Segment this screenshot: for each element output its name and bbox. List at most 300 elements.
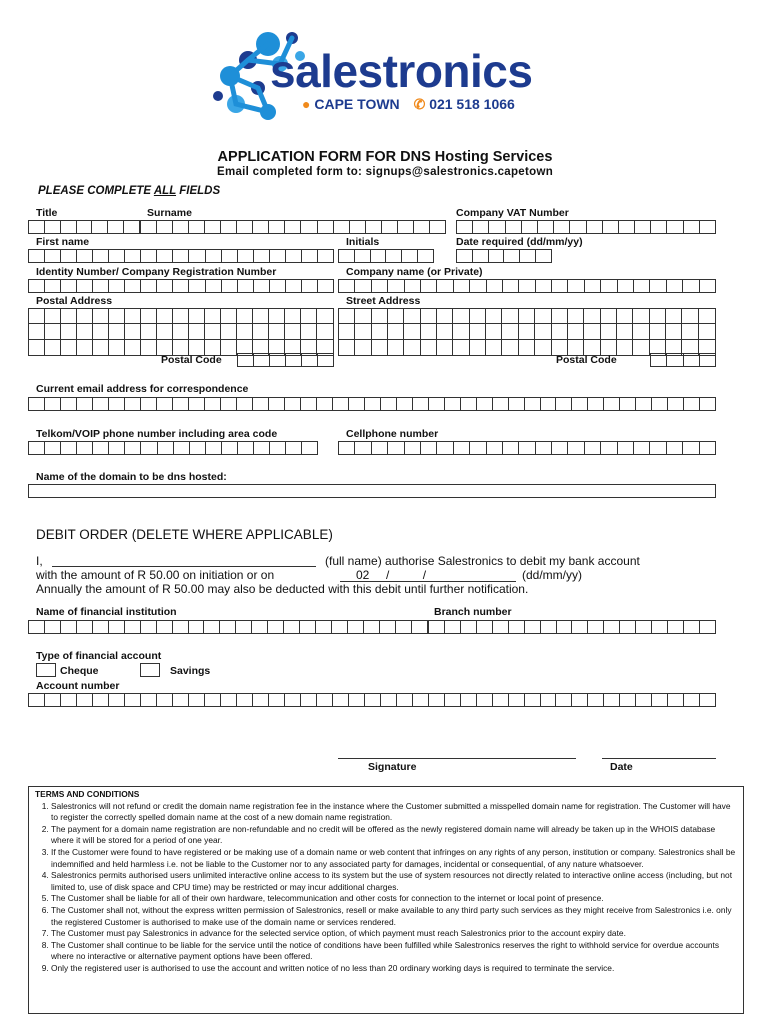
char-cell[interactable] [486,324,502,339]
char-cell[interactable] [301,694,317,706]
char-cell[interactable] [633,324,649,339]
char-cell[interactable] [461,398,477,410]
char-cell[interactable] [541,398,557,410]
char-cell[interactable] [206,442,222,454]
char-cell[interactable] [445,621,461,633]
char-cell[interactable] [206,280,222,292]
char-cell[interactable] [372,324,388,339]
char-cell[interactable] [437,309,453,324]
company-name-field[interactable] [338,279,716,293]
id-number-field[interactable] [28,279,334,293]
char-cell[interactable] [61,398,77,410]
char-cell[interactable] [372,442,388,454]
char-cell[interactable] [141,442,157,454]
char-cell[interactable] [270,442,286,454]
char-cell[interactable] [588,398,604,410]
char-cell[interactable] [301,309,317,324]
char-cell[interactable] [318,280,333,292]
char-cell[interactable] [413,694,429,706]
char-cell[interactable] [585,442,601,454]
char-cell[interactable] [269,398,285,410]
char-cell[interactable] [535,324,551,339]
char-cell[interactable] [284,621,300,633]
char-cell[interactable] [237,324,253,339]
char-cell[interactable] [29,398,45,410]
char-cell[interactable] [634,442,650,454]
char-cell[interactable] [355,340,371,355]
street-address-grid[interactable] [338,308,716,356]
char-cell[interactable] [125,694,141,706]
char-cell[interactable] [92,221,108,233]
char-cell[interactable] [237,694,253,706]
char-cell[interactable] [388,309,404,324]
char-cell[interactable] [397,398,413,410]
char-cell[interactable] [355,309,371,324]
char-cell[interactable] [173,340,189,355]
char-cell[interactable] [93,340,109,355]
char-cell[interactable] [45,442,61,454]
char-cell[interactable] [554,221,570,233]
branch-field[interactable] [428,620,716,634]
char-cell[interactable] [269,309,285,324]
char-cell[interactable] [604,621,620,633]
char-cell[interactable] [29,280,45,292]
char-cell[interactable] [339,250,355,262]
char-cell[interactable] [205,309,221,324]
char-cell[interactable] [552,324,568,339]
char-cell[interactable] [61,340,77,355]
char-cell[interactable] [77,340,93,355]
char-cell[interactable] [372,340,388,355]
char-cell[interactable] [509,621,525,633]
char-cell[interactable] [457,250,473,262]
char-cell[interactable] [125,280,141,292]
char-cell[interactable] [157,340,173,355]
char-cell[interactable] [355,442,371,454]
char-cell[interactable] [453,309,469,324]
char-cell[interactable] [684,621,700,633]
char-cell[interactable] [519,324,535,339]
char-cell[interactable] [158,442,174,454]
char-cell[interactable] [301,324,317,339]
char-cell[interactable] [339,324,355,339]
char-cell[interactable] [339,309,355,324]
char-cell[interactable] [430,221,445,233]
char-cell[interactable] [300,621,316,633]
char-cell[interactable] [45,280,61,292]
char-cell[interactable] [332,621,348,633]
char-cell[interactable] [302,280,318,292]
char-cell[interactable] [556,398,572,410]
savings-checkbox[interactable] [140,663,160,677]
char-cell[interactable] [141,280,157,292]
char-cell[interactable] [667,354,683,366]
date-line[interactable] [602,744,716,759]
char-cell[interactable] [270,250,286,262]
char-cell[interactable] [238,280,254,292]
char-cell[interactable] [541,621,557,633]
char-cell[interactable] [93,324,109,339]
char-cell[interactable] [285,324,301,339]
char-cell[interactable] [584,340,600,355]
char-cell[interactable] [205,340,221,355]
char-cell[interactable] [45,221,61,233]
char-cell[interactable] [173,221,189,233]
char-cell[interactable] [285,221,301,233]
char-cell[interactable] [349,694,365,706]
char-cell[interactable] [457,221,473,233]
char-cell[interactable] [269,221,285,233]
char-cell[interactable] [418,250,433,262]
char-cell[interactable] [620,621,636,633]
char-cell[interactable] [93,694,109,706]
char-cell[interactable] [683,280,699,292]
char-cell[interactable] [700,221,715,233]
char-cell[interactable] [502,324,518,339]
char-cell[interactable] [585,280,601,292]
char-cell[interactable] [700,398,715,410]
char-cell[interactable] [568,309,584,324]
char-cell[interactable] [286,442,302,454]
char-cell[interactable] [348,621,364,633]
char-cell[interactable] [404,309,420,324]
char-cell[interactable] [667,221,683,233]
char-cell[interactable] [238,250,254,262]
char-cell[interactable] [652,694,668,706]
char-cell[interactable] [519,442,535,454]
char-cell[interactable] [666,324,682,339]
char-cell[interactable] [93,442,109,454]
char-cell[interactable] [366,221,382,233]
char-cell[interactable] [141,398,157,410]
full-name-line[interactable] [52,552,316,567]
char-cell[interactable] [365,694,381,706]
char-cell[interactable] [355,324,371,339]
char-cell[interactable] [109,324,125,339]
char-cell[interactable] [633,340,649,355]
char-cell[interactable] [173,250,189,262]
char-cell[interactable] [397,694,413,706]
char-cell[interactable] [302,354,318,366]
char-cell[interactable] [253,694,269,706]
char-cell[interactable] [429,694,445,706]
char-cell[interactable] [503,280,519,292]
char-cell[interactable] [650,442,666,454]
char-cell[interactable] [316,621,332,633]
char-cell[interactable] [61,309,77,324]
char-cell[interactable] [525,398,541,410]
char-cell[interactable] [570,221,586,233]
char-cell[interactable] [286,280,302,292]
char-cell[interactable] [355,250,371,262]
char-cell[interactable] [634,280,650,292]
char-cell[interactable] [572,694,588,706]
char-cell[interactable] [684,221,700,233]
char-cell[interactable] [682,324,698,339]
char-cell[interactable] [636,621,652,633]
vat-field[interactable] [456,220,716,234]
char-cell[interactable] [568,442,584,454]
char-cell[interactable] [473,221,489,233]
char-cell[interactable] [601,309,617,324]
char-cell[interactable] [388,280,404,292]
char-cell[interactable] [536,250,551,262]
char-cell[interactable] [372,309,388,324]
char-cell[interactable] [77,250,93,262]
char-cell[interactable] [77,398,93,410]
char-cell[interactable] [398,221,414,233]
char-cell[interactable] [619,221,635,233]
char-cell[interactable] [189,340,205,355]
char-cell[interactable] [536,442,552,454]
char-cell[interactable] [334,221,350,233]
char-cell[interactable] [650,280,666,292]
char-cell[interactable] [388,340,404,355]
char-cell[interactable] [236,621,252,633]
char-cell[interactable] [486,340,502,355]
char-cell[interactable] [525,621,541,633]
char-cell[interactable] [302,250,318,262]
char-cell[interactable] [189,280,205,292]
char-cell[interactable] [421,309,437,324]
char-cell[interactable] [557,621,573,633]
char-cell[interactable] [253,398,269,410]
char-cell[interactable] [437,324,453,339]
char-cell[interactable] [174,442,190,454]
char-cell[interactable] [493,398,509,410]
char-cell[interactable] [205,221,221,233]
char-cell[interactable] [470,340,486,355]
char-cell[interactable] [286,250,302,262]
char-cell[interactable] [522,221,538,233]
char-cell[interactable] [29,309,45,324]
char-cell[interactable] [538,221,554,233]
char-cell[interactable] [355,280,371,292]
char-cell[interactable] [238,442,254,454]
char-cell[interactable] [77,442,93,454]
char-cell[interactable] [93,309,109,324]
char-cell[interactable] [493,694,509,706]
char-cell[interactable] [333,398,349,410]
char-cell[interactable] [684,694,700,706]
char-cell[interactable] [173,324,189,339]
char-cell[interactable] [470,280,486,292]
title-field[interactable] [28,220,140,234]
char-cell[interactable] [525,694,541,706]
char-cell[interactable] [405,442,421,454]
signature-line[interactable] [338,744,576,759]
char-cell[interactable] [470,442,486,454]
char-cell[interactable] [601,340,617,355]
char-cell[interactable] [667,280,683,292]
char-cell[interactable] [109,250,125,262]
char-cell[interactable] [93,250,109,262]
char-cell[interactable] [700,442,715,454]
char-cell[interactable] [519,340,535,355]
char-cell[interactable] [173,309,189,324]
char-cell[interactable] [604,694,620,706]
char-cell[interactable] [568,324,584,339]
char-cell[interactable] [502,340,518,355]
char-cell[interactable] [552,309,568,324]
char-cell[interactable] [421,324,437,339]
char-cell[interactable] [285,694,301,706]
cellphone-field[interactable] [338,441,716,455]
char-cell[interactable] [269,324,285,339]
char-cell[interactable] [157,694,173,706]
char-cell[interactable] [253,324,269,339]
char-cell[interactable] [650,309,666,324]
domain-field[interactable] [28,484,716,498]
char-cell[interactable] [552,442,568,454]
char-cell[interactable] [108,221,124,233]
char-cell[interactable] [45,621,61,633]
char-cell[interactable] [588,694,604,706]
char-cell[interactable] [509,694,525,706]
char-cell[interactable] [461,694,477,706]
char-cell[interactable] [504,250,520,262]
char-cell[interactable] [572,398,588,410]
char-cell[interactable] [61,442,77,454]
char-cell[interactable] [221,309,237,324]
char-cell[interactable] [45,309,61,324]
char-cell[interactable] [437,442,453,454]
char-cell[interactable] [318,354,333,366]
char-cell[interactable] [125,621,141,633]
char-cell[interactable] [683,442,699,454]
char-cell[interactable] [552,340,568,355]
char-cell[interactable] [572,621,588,633]
char-cell[interactable] [668,694,684,706]
char-cell[interactable] [388,442,404,454]
char-cell[interactable] [620,694,636,706]
char-cell[interactable] [477,621,493,633]
char-cell[interactable] [477,694,493,706]
char-cell[interactable] [109,280,125,292]
char-cell[interactable] [157,398,173,410]
char-cell[interactable] [157,280,173,292]
char-cell[interactable] [254,442,270,454]
char-cell[interactable] [268,621,284,633]
debit-date-value[interactable]: 02 / / [356,568,427,582]
char-cell[interactable] [205,694,221,706]
char-cell[interactable] [381,398,397,410]
char-cell[interactable] [125,442,141,454]
char-cell[interactable] [489,250,505,262]
char-cell[interactable] [157,221,173,233]
char-cell[interactable] [77,694,93,706]
char-cell[interactable] [109,694,125,706]
char-cell[interactable] [269,694,285,706]
char-cell[interactable] [157,621,173,633]
char-cell[interactable] [45,398,61,410]
char-cell[interactable] [454,280,470,292]
char-cell[interactable] [372,280,388,292]
char-cell[interactable] [29,324,45,339]
char-cell[interactable] [45,324,61,339]
char-cell[interactable] [125,398,141,410]
char-cell[interactable] [222,250,238,262]
char-cell[interactable] [666,309,682,324]
char-cell[interactable] [541,694,557,706]
char-cell[interactable] [157,309,173,324]
char-cell[interactable] [77,309,93,324]
char-cell[interactable] [286,354,302,366]
char-cell[interactable] [301,221,317,233]
char-cell[interactable] [380,621,396,633]
char-cell[interactable] [318,250,333,262]
char-cell[interactable] [173,398,189,410]
char-cell[interactable] [189,324,205,339]
char-cell[interactable] [601,324,617,339]
char-cell[interactable] [45,250,61,262]
char-cell[interactable] [684,354,700,366]
char-cell[interactable] [61,250,77,262]
cheque-checkbox[interactable] [36,663,56,677]
char-cell[interactable] [125,250,141,262]
char-cell[interactable] [141,621,157,633]
char-cell[interactable] [61,621,77,633]
char-cell[interactable] [237,309,253,324]
char-cell[interactable] [568,340,584,355]
char-cell[interactable] [253,221,269,233]
char-cell[interactable] [61,280,77,292]
char-cell[interactable] [318,221,334,233]
char-cell[interactable] [382,221,398,233]
char-cell[interactable] [618,442,634,454]
char-cell[interactable] [667,442,683,454]
char-cell[interactable] [61,221,77,233]
char-cell[interactable] [486,309,502,324]
char-cell[interactable] [317,694,333,706]
char-cell[interactable] [618,280,634,292]
char-cell[interactable] [636,398,652,410]
char-cell[interactable] [453,340,469,355]
char-cell[interactable] [386,250,402,262]
char-cell[interactable] [141,694,157,706]
char-cell[interactable] [535,340,551,355]
char-cell[interactable] [93,398,109,410]
char-cell[interactable] [364,621,380,633]
char-cell[interactable] [437,280,453,292]
char-cell[interactable] [317,324,333,339]
char-cell[interactable] [470,309,486,324]
char-cell[interactable] [487,280,503,292]
char-cell[interactable] [339,280,355,292]
char-cell[interactable] [45,694,61,706]
char-cell[interactable] [477,398,493,410]
char-cell[interactable] [173,280,189,292]
char-cell[interactable] [206,250,222,262]
char-cell[interactable] [556,694,572,706]
char-cell[interactable] [339,340,355,355]
char-cell[interactable] [109,621,125,633]
char-cell[interactable] [141,324,157,339]
char-cell[interactable] [684,398,700,410]
char-cell[interactable] [365,398,381,410]
char-cell[interactable] [333,694,349,706]
char-cell[interactable] [109,340,125,355]
char-cell[interactable] [601,442,617,454]
char-cell[interactable] [587,221,603,233]
char-cell[interactable] [604,398,620,410]
char-cell[interactable] [506,221,522,233]
char-cell[interactable] [317,398,333,410]
char-cell[interactable] [650,324,666,339]
char-cell[interactable] [388,324,404,339]
char-cell[interactable] [301,398,317,410]
char-cell[interactable] [405,280,421,292]
